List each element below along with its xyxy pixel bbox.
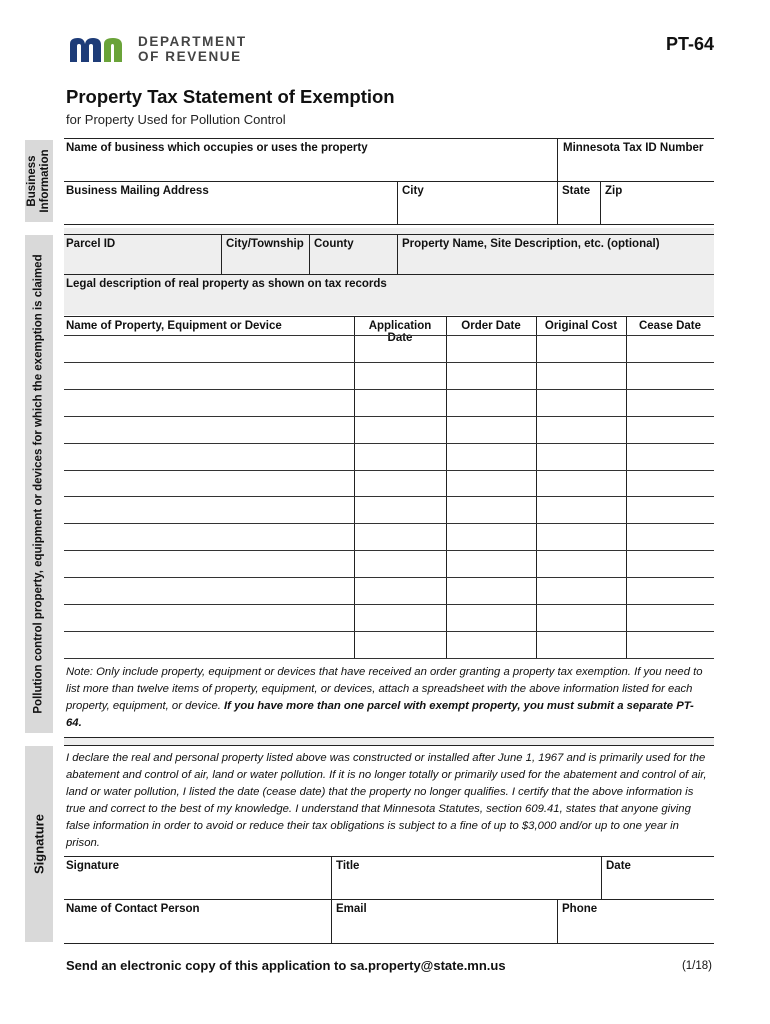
table-row[interactable]: [64, 550, 714, 551]
col-header-original-cost: Original Cost: [544, 320, 618, 332]
signature-tab-label: Signature: [31, 814, 47, 874]
table-row[interactable]: [64, 496, 714, 497]
state-field[interactable]: [558, 182, 600, 224]
date-field[interactable]: [602, 857, 714, 899]
col-header-name: Name of Property, Equipment or Device: [66, 320, 282, 332]
business-name-field[interactable]: [62, 139, 556, 181]
form-version: (1/18): [681, 960, 712, 972]
signature-field[interactable]: [62, 857, 330, 899]
property-tab-label: Pollution control property, equipment or devices for which the exemption is claimed: [32, 254, 45, 714]
state-label: State: [562, 185, 591, 197]
signature-tab: [25, 746, 53, 942]
table-row[interactable]: [64, 335, 714, 336]
table-row[interactable]: [64, 523, 714, 524]
business-name-label: Name of business which occupies or uses the property: [66, 142, 368, 154]
legal-description-field[interactable]: [62, 275, 714, 315]
col-header-cease-date: Cease Date: [638, 320, 701, 332]
table-row[interactable]: [64, 470, 714, 471]
col-header-application-date: Application Date: [368, 320, 432, 344]
tax-id-label: Minnesota Tax ID Number: [563, 142, 704, 154]
signature-label: Signature: [66, 860, 120, 872]
table-row[interactable]: [64, 443, 714, 444]
phone-field[interactable]: [558, 900, 714, 942]
tax-id-field[interactable]: [559, 139, 714, 181]
table-row[interactable]: [64, 577, 714, 578]
table-row[interactable]: [64, 362, 714, 363]
business-info-tab: [25, 140, 53, 222]
mailing-address-field[interactable]: [62, 182, 396, 224]
table-row[interactable]: [64, 604, 714, 605]
title-field[interactable]: [332, 857, 600, 899]
property-name-field[interactable]: [398, 235, 714, 273]
county-field[interactable]: [310, 235, 396, 273]
title-label: Title: [336, 860, 360, 872]
logo-line-1: DEPARTMENT: [138, 34, 247, 49]
business-info-label: Business Information: [26, 149, 51, 213]
phone-label: Phone: [562, 903, 598, 915]
page-subtitle: for Property Used for Pollution Control: [66, 112, 286, 127]
table-row[interactable]: [64, 631, 714, 632]
parcel-id-field[interactable]: [62, 235, 220, 273]
note-bold: If you have more than one parcel with exempt property, you must submit a separate PT-64.: [66, 700, 694, 729]
logo-text: [138, 34, 247, 64]
email-label: Email: [336, 903, 367, 915]
legal-description-label: Legal description of real property as shown on tax records: [66, 278, 387, 290]
footer-send-text: Send an electronic copy of this application to sa.property@state.mn.us: [66, 958, 506, 973]
property-tab: [25, 235, 53, 733]
mailing-address-label: Business Mailing Address: [66, 185, 209, 197]
contact-person-label: Name of Contact Person: [66, 903, 200, 915]
date-label: Date: [606, 860, 631, 872]
contact-person-field[interactable]: [62, 900, 330, 942]
email-field[interactable]: [332, 900, 556, 942]
note-text: [66, 664, 706, 732]
table-row[interactable]: [64, 416, 714, 417]
logo-line-2: OF REVENUE: [138, 49, 242, 64]
mn-logo-icon: [68, 34, 132, 64]
col-header-order-date: Order Date: [461, 320, 521, 332]
declaration-text: I declare the real and personal property listed above was constructed or installed after June 1, 1967 and is primarily used for the abatement and control of air, land or water pollution. If it is no longer totally or primarily used for the abatement and control of air, land or water pollution, I listed the date (cease date) that the property no longer qualifies. I certify that the above information is true and correct to the best of my knowledge. I understand that Minnesota Statutes, section 609.41, states that anyone giving false information in order to avoid or reduce their tax obligations is subject to a fine of up to $3,000 and/or up to one year in prison.: [66, 752, 707, 849]
note-body: Note: Only include property, equipment or devices that have received an order granting a property tax exemption. If you need to list more than twelve items of property, equipment, or devices, attach a spreadsheet with the above information listed for each property, equipment, or device.: [66, 666, 703, 712]
table-row: [64, 658, 714, 659]
city-field[interactable]: [398, 182, 556, 224]
county-label: County: [314, 238, 354, 250]
parcel-id-label: Parcel ID: [66, 238, 116, 250]
page-title: Property Tax Statement of Exemption: [66, 86, 395, 107]
zip-field[interactable]: [601, 182, 714, 224]
city-township-label: City/Township: [226, 238, 304, 250]
table-row[interactable]: [64, 389, 714, 390]
city-township-field[interactable]: [222, 235, 308, 273]
form-id: PT-64: [665, 34, 714, 54]
property-name-label: Property Name, Site Description, etc. (optional): [402, 238, 660, 250]
zip-label: Zip: [605, 185, 623, 197]
city-label: City: [402, 185, 424, 197]
